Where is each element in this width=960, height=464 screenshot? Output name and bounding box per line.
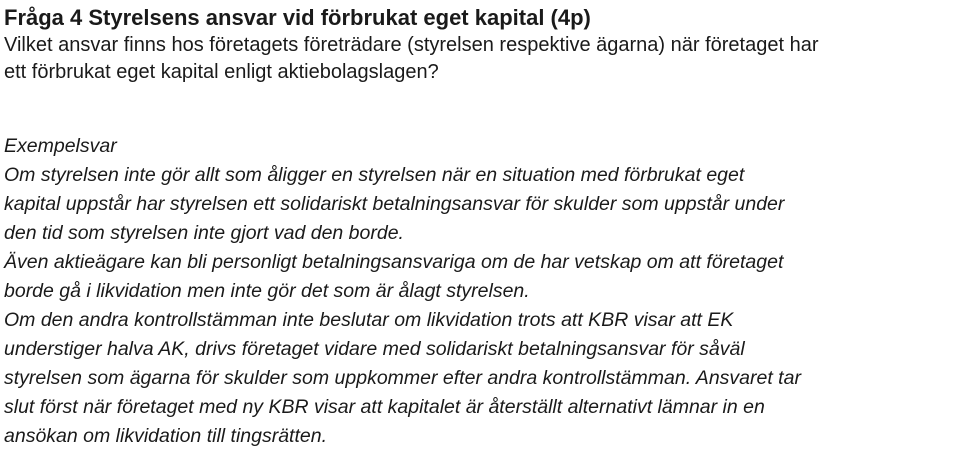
- answer-line: kapital uppstår har styrelsen ett solidariskt betalningsansvar för skulder som uppstår under: [4, 193, 785, 215]
- answer-paragraph: [4, 306, 956, 451]
- answer-paragraph: [4, 161, 956, 248]
- question-text: [4, 32, 956, 86]
- answer-line: Även aktieägare kan bli personligt betalningsansvariga om de har vetskap om att företaget: [4, 251, 784, 273]
- answer-line: understiger halva AK, drivs företaget vidare med solidariskt betalningsansvar för såväl: [4, 338, 745, 360]
- answer-line: slut först när företaget med ny KBR visar att kapitalet är återställt alternativt lämnar in en: [4, 396, 765, 418]
- answer-line: borde gå i likvidation men inte gör det som är ålagt styrelsen.: [4, 280, 530, 302]
- question-title: Fråga 4 Styrelsens ansvar vid förbrukat eget kapital (4p): [4, 5, 591, 30]
- answer-heading: Exempelsvar: [4, 135, 117, 157]
- answer-line: Om styrelsen inte gör allt som åligger en styrelsen när en situation med förbrukat eget: [4, 164, 745, 186]
- document-page: [4, 3, 956, 451]
- answer-line: styrelsen som ägarna för skulder som uppkommer efter andra kontrollstämman. Ansvaret tar: [4, 367, 801, 389]
- answer-line: Om den andra kontrollstämman inte beslutar om likvidation trots att KBR visar att EK: [4, 309, 734, 331]
- answer-paragraph: [4, 248, 956, 306]
- answer-line: ansökan om likvidation till tingsrätten.: [4, 425, 327, 447]
- question-line: ett förbrukat eget kapital enligt aktiebolagslagen?: [4, 61, 439, 83]
- spacer: [4, 86, 956, 132]
- answer-line: den tid som styrelsen inte gjort vad den borde.: [4, 222, 404, 244]
- answer-body: [4, 161, 956, 451]
- question-line: Vilket ansvar finns hos företagets företrädare (styrelsen respektive ägarna) när företaget har: [4, 34, 819, 56]
